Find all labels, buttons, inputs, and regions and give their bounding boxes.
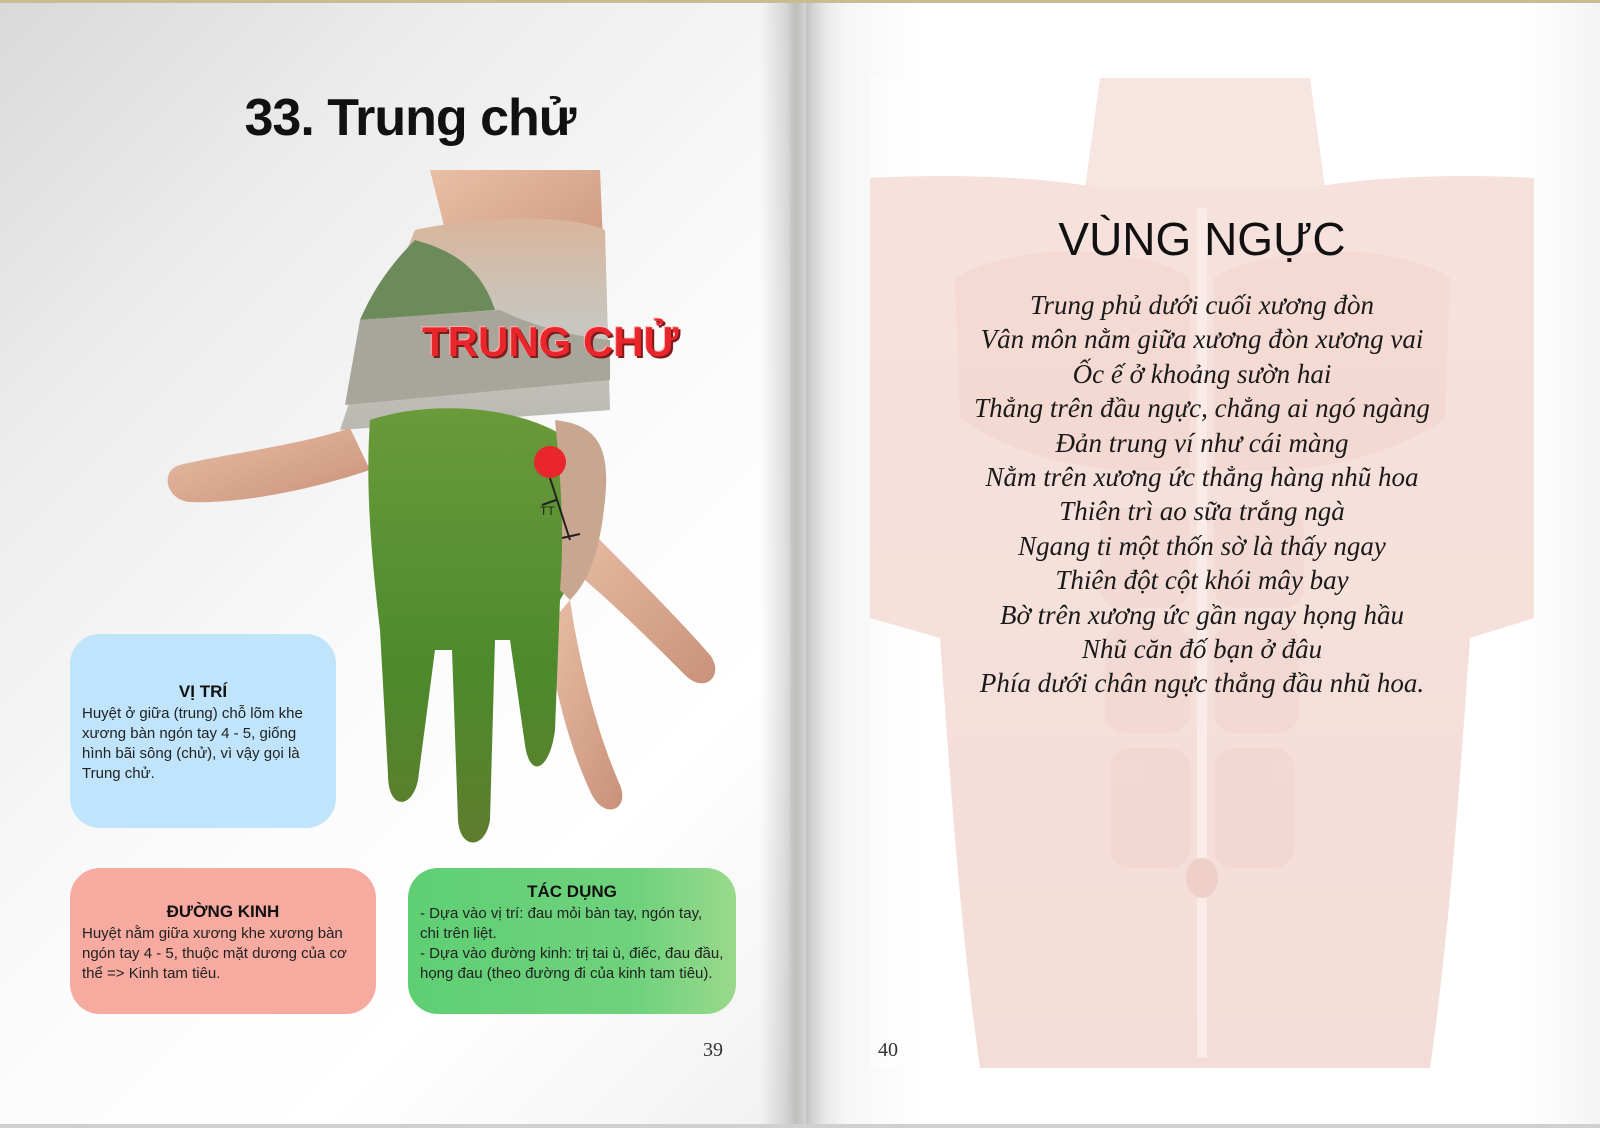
location-title: VỊ TRÍ xyxy=(178,682,228,701)
svg-text:TT: TT xyxy=(540,504,555,518)
top-edge xyxy=(0,0,1600,3)
acupoint-label: TRUNG CHỬ xyxy=(422,318,679,365)
meridian-title: ĐƯỜNG KINH xyxy=(166,902,280,921)
effects-title: TÁC DỤNG xyxy=(527,882,617,901)
meridian-text: Huyệt nằm giữa xương khe xương bàn ngón tay 4 - 5, thuộc mặt dương của cơ thể => Kinh tam tiêu. xyxy=(82,925,347,982)
meridian-box xyxy=(70,868,376,1014)
acupoint-marker xyxy=(534,446,566,478)
effects-box xyxy=(408,868,736,1014)
poem-line: Ốc ế ở khoảng sườn hai xyxy=(1072,358,1332,389)
page-number-left: 39 xyxy=(703,1039,723,1061)
poem-line: Thiên trì ao sữa trắng ngà xyxy=(1059,496,1345,527)
location-box xyxy=(70,634,336,828)
location-text: Huyệt ở giữa (trung) chỗ lõm khe xương bàn ngón tay 4 - 5, giống hình bãi sông (chử), vì vậy gọi là Trung chử. xyxy=(82,705,303,782)
book-gutter-shadow xyxy=(760,0,826,1128)
effects-line: - Dựa vào đường kinh: trị tai ù, điếc, đau đầu, họng đau (theo đường đi của kinh tam tiêu). xyxy=(420,945,724,982)
chest-region-title: VÙNG NGỰC xyxy=(1058,213,1346,265)
lesson-title: 33. Trung chử xyxy=(244,89,576,147)
poem-line: Đản trung ví như cái màng xyxy=(1055,427,1349,458)
mnemonic-poem xyxy=(870,288,1534,701)
poem-line: Vân môn nằm giữa xương đòn xương vai xyxy=(980,324,1424,355)
poem-line: Thiên đột cột khói mây bay xyxy=(1055,565,1349,596)
poem-line: Phía dưới chân ngực thẳng đầu nhũ hoa. xyxy=(979,668,1425,699)
poem-line: Bờ trên xương ức gần ngay họng hầu xyxy=(1000,599,1404,630)
poem-line: Thẳng trên đầu ngực, chẳng ai ngó ngàng xyxy=(974,393,1430,424)
poem-line: Nhũ căn đố bạn ở đâu xyxy=(1081,634,1323,665)
bottom-edge xyxy=(0,1124,1600,1128)
effects-line: - Dựa vào vị trí: đau mỏi bàn tay, ngón tay, chi trên liệt. xyxy=(420,905,703,942)
poem-line: Nằm trên xương ức thẳng hàng nhũ hoa xyxy=(985,462,1419,493)
page-number-right: 40 xyxy=(878,1039,898,1061)
poem-line: Ngang ti một thốn sờ là thấy ngay xyxy=(1018,530,1386,561)
poem-line: Trung phủ dưới cuối xương đòn xyxy=(1029,290,1375,320)
